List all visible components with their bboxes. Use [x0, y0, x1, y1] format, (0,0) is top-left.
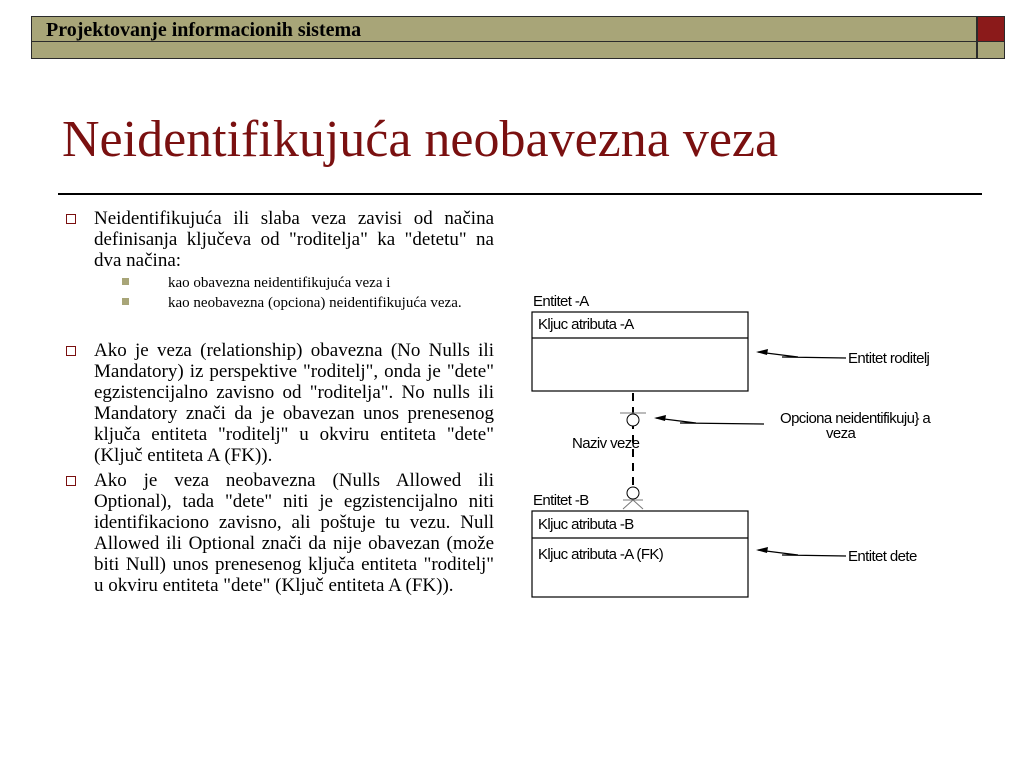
bullet-square-icon — [66, 476, 76, 486]
entity-a-key: Kljuc atributa -A — [538, 316, 634, 333]
optional-arrow — [656, 418, 764, 424]
label-child: Entitet dete — [848, 548, 917, 565]
relation-name: Naziv veze — [572, 435, 640, 452]
label-parent: Entitet roditelj — [848, 350, 930, 367]
optional-circle-top-icon — [627, 414, 639, 426]
label-optional-line1: Opciona neidentifikuju} a — [780, 410, 931, 427]
optional-circle-bottom-icon — [627, 487, 639, 499]
bullet-square-icon — [66, 346, 76, 356]
sub-bullet-item — [66, 294, 494, 312]
bullet-text: Ako je veza neobavezna (Nulls Allowed ili Optional), tada "dete" niti je egzistencijalno niti identifikaciono zavisno, ali poštuje tu vezu. Null Allowed ili Optional znači da nije obavezan (može biti Null) unos prenesenog ključa entiteta "roditelj" u okviru entiteta "dete" (Ključ entiteta A (FK)). — [94, 470, 494, 596]
entity-b-fk: Kljuc atributa -A (FK) — [538, 546, 664, 563]
bullet-square-icon — [66, 214, 76, 224]
header-title: Projektovanje informacionih sistema — [46, 19, 362, 41]
entity-a-name: Entitet -A — [533, 293, 589, 310]
er-diagram — [520, 285, 1000, 615]
entity-b-key: Kljuc atributa -B — [538, 516, 634, 533]
child-arrowhead-icon — [756, 547, 768, 553]
sub-bullet-text: kao neobavezna (opciona) neidentifikujuća veza. — [168, 295, 462, 311]
parent-arrow — [758, 352, 846, 358]
slide-title: Neidentifikujuća neobavezna veza — [62, 111, 779, 168]
corner-accent-block — [977, 16, 1005, 42]
bullet-text: Neidentifikujuća ili slaba veza zavisi od načina definisanja ključeva od "roditelja" ka "detetu" na dva načina: — [94, 208, 494, 271]
title-divider — [58, 193, 982, 195]
bullet-text: Ako je veza (relationship) obavezna (No Nulls ili Mandatory) iz perspektive "roditelj", onda je "dete" egzistencijalno zavisno od "roditelja". No nulls ili Mandatory znači da je obavezan unos prenesenog ključa entiteta "roditelj" u okviru entiteta "dete" (Ključ entiteta A (FK)). — [94, 340, 494, 466]
header-bar — [31, 16, 977, 42]
sub-bullet-square-icon — [122, 278, 129, 285]
bullet-item — [66, 340, 494, 466]
entity-b-name: Entitet -B — [533, 492, 589, 509]
header-strip — [31, 42, 977, 59]
sub-bullet-text: kao obavezna neidentifikujuća veza i — [168, 275, 391, 291]
sub-bullet-square-icon — [122, 298, 129, 305]
corner-accent-strip — [977, 42, 1005, 59]
bullet-item — [66, 208, 494, 271]
child-arrow — [758, 550, 846, 556]
parent-arrowhead-icon — [756, 349, 768, 355]
sub-bullet-item — [66, 274, 494, 292]
optional-arrowhead-icon — [654, 415, 666, 421]
bullet-item — [66, 470, 494, 596]
label-optional-line2: veza — [826, 425, 856, 442]
bullet-list — [66, 208, 494, 596]
